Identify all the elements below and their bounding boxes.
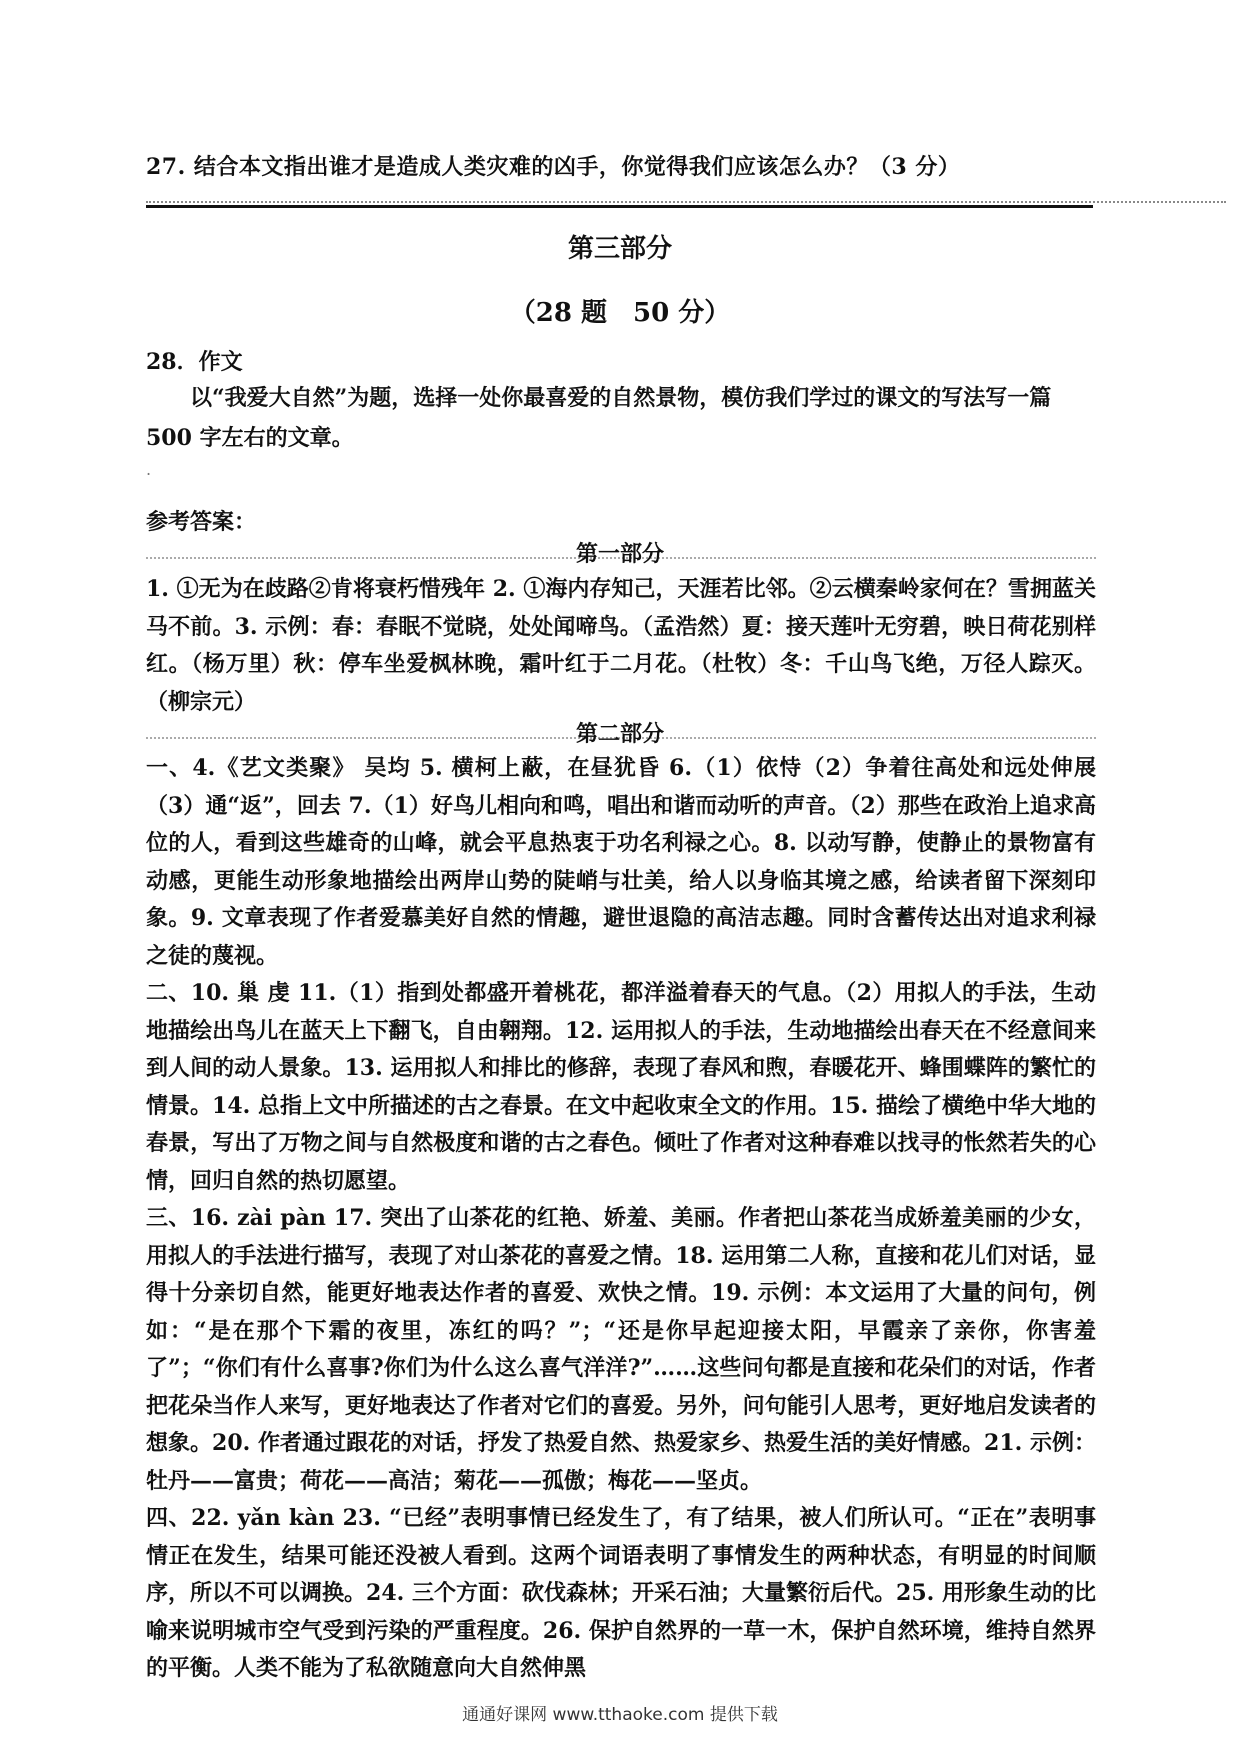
part-three-subtitle: （28 题 50 分） xyxy=(509,298,731,328)
dotted-rule xyxy=(146,201,1226,203)
answer-section-2: 二、10. 巢 虔 11.（1）指到处都盛开着桃花，都洋溢着春天的气息。（2）用拟人的手法，生动地描绘出鸟儿在蓝天上下翻飞，自由翱翔。12. 运用拟人的手法，生动地描绘出春天在不经意间来到人间的动人景象。13. 运用拟人和排比的修辞，表现了春风和煦，春暖花开、蜂围蝶阵的繁忙的情景。14. 总指上文中所描述的古之春景。在文中起收束全文的作用。15. 描绘了横绝中华大地的春景，写出了万物之间与自然极度和谐的古之春色。倾吐了作者对这种春难以找寻的怅然若失的心情，回归自然的热切愿望。 xyxy=(146,980,1096,1194)
part-two-heading: 第二部分 xyxy=(575,721,664,747)
footer-credit: 通通好课网 www.tthaoke.com 提供下载 xyxy=(462,1705,778,1725)
part-three-title: 第三部分 xyxy=(567,234,672,264)
part-one-heading: 第一部分 xyxy=(575,541,664,567)
answers-title: 参考答案： xyxy=(146,509,257,535)
stray-mark: . xyxy=(146,460,152,479)
question-28-prompt: 以“我爱大自然”为题，选择一处你最喜爱的自然景物，模仿我们学过的课文的写法写一篇 500 字左右的文章。 xyxy=(146,385,1052,451)
section-divider xyxy=(146,205,1093,208)
answer-section-3: 三、16. zài pàn 17. 突出了山茶花的红艳、娇羞、美丽。作者把山茶花当成娇羞美丽的少女，用拟人的手法进行描写，表现了对山茶花的喜爱之情。18. 运用第二人称，直接和花儿们对话，显得十分亲切自然，能更好地表达作者的喜爱、欢快之情。19. 示例：本文运用了大量的问句，例如：“是在那个下霜的夜里，冻红的吗？”；“还是你早起迎接太阳，早霞亲了亲你，你害羞了”；“你们有什么喜事?你们为什么这么喜气洋洋?”……这些问句都是直接和花朵们的对话，作者把花朵当作人来写，更好地表达了作者对它们的喜爱。另外，问句能引人思考，更好地启发读者的想象。20. 作者通过跟花的对话，抒发了热爱自然、热爱家乡、热爱生活的美好情感。21. 示例：牡丹——富贵；荷花——高洁；菊花——孤傲；梅花——坚贞。 xyxy=(146,1205,1096,1494)
answer-section-4: 四、22. yǎn kàn 23. “已经”表明事情已经发生了，有了结果，被人们所认可。“正在”表明事情正在发生，结果可能还没被人看到。这两个词语表明了事情发生的两种状态，有明显的时间顺序，所以不可以调换。24. 三个方面：砍伐森林；开采石油；大量繁衍后代。25. 用形象生动的比喻来说明城市空气受到污染的严重程度。26. 保护自然界的一草一木，保护自然环境，维持自然界的平衡。人类不能为了私欲随意向大自然伸黑 xyxy=(146,1505,1096,1681)
answer-section-1: 一、4.《艺文类聚》 吴均 5. 横柯上蔽，在昼犹昏 6.（1）依恃（2）争着往高处和远处伸展 （3）通“返”，回去 7.（1）好鸟儿相向和鸣，唱出和谐而动听的声音。（2）那些在政治上追求高位的人，看到这些雄奇的山峰，就会平息热衷于功名利禄之心。8. 以动写静，使静止的景物富有动感，更能生动形象地描绘出两岸山势的陡峭与壮美，给人以身临其境之感，给读者留下深刻印象。9. 文章表现了作者爱慕美好自然的情趣，避世退隐的高洁志趣。同时含蓄传达出对追求利禄之徒的蔑视。 xyxy=(146,755,1096,969)
part-one-answers: 1. ①无为在歧路②肯将衰朽惜残年 2. ①海内存知己，天涯若比邻。②云横秦岭家何在？雪拥蓝关马不前。3. 示例：春：春眠不觉晓，处处闻啼鸟。（孟浩然）夏：接天莲叶无穷碧，映日荷花别样红。（杨万里）秋：停车坐爱枫林晚，霜叶红于二月花。（杜牧）冬：千山鸟飞绝，万径人踪灭。（柳宗元） xyxy=(146,576,1096,715)
question-28-label: 28．作文 xyxy=(146,349,243,375)
question-27: 27. 结合本文指出谁才是造成人类灾难的凶手，你觉得我们应该怎么办？（3 分） xyxy=(146,154,961,180)
